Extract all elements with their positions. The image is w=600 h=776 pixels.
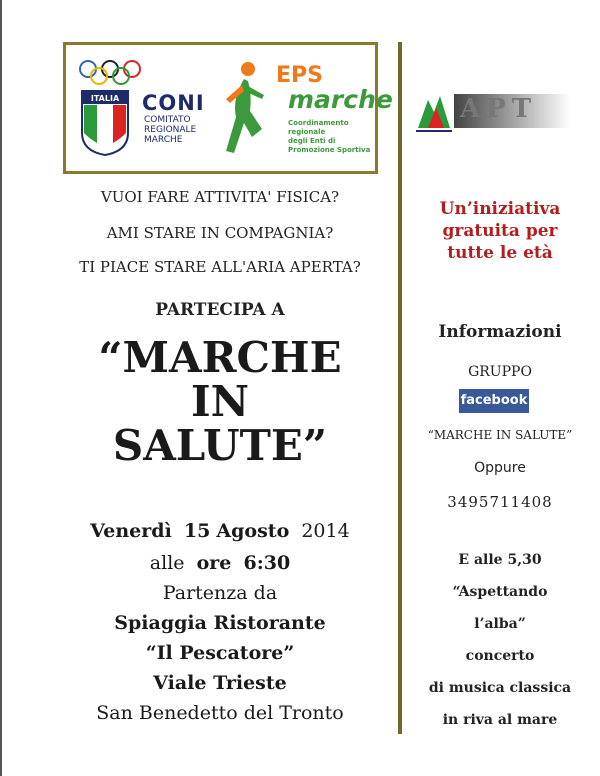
coni-name: CONI xyxy=(142,91,205,115)
eps-sub-line: degli Enti di Promozione Sportiva xyxy=(288,137,371,154)
event-ore: ore xyxy=(196,552,232,574)
coni-sub-line: REGIONALE xyxy=(144,125,197,135)
gruppo-label: GRUPPO xyxy=(468,364,532,380)
title-line: IN xyxy=(190,377,250,426)
title-line: SALUTE” xyxy=(112,421,328,470)
concert-line: di musica classica xyxy=(428,680,572,696)
event-city: San Benedetto del Tronto xyxy=(96,702,344,724)
olympic-rings-icon xyxy=(78,59,142,85)
event-year: 2014 xyxy=(301,520,350,542)
concert-line: concerto xyxy=(465,648,535,664)
facebook-badge[interactable]: facebook xyxy=(459,389,529,413)
phone-number[interactable]: 3495711408 xyxy=(447,493,553,511)
event-date-num: 15 xyxy=(183,520,211,542)
question-line: TI PIACE STARE ALL'ARIA APERTA? xyxy=(79,258,361,276)
event-street: Viale Trieste xyxy=(153,672,287,694)
coni-sub-line: COMITATO xyxy=(144,115,191,125)
coni-sub-line: MARCHE xyxy=(144,135,183,145)
initiative-line: gratuita per xyxy=(442,221,558,241)
title-line: “MARCHE xyxy=(98,333,342,382)
oppure-label: Oppure xyxy=(474,460,526,476)
partecipa-heading: PARTECIPA A xyxy=(155,300,285,320)
eps-sub-line: Coordinamento regionale xyxy=(288,119,349,136)
concert-line: in riva al mare xyxy=(442,712,558,728)
runner-figure-icon xyxy=(218,59,270,159)
sponsor-logo-box xyxy=(63,42,393,174)
eps-subtitle xyxy=(288,119,375,155)
info-heading: Informazioni xyxy=(438,322,562,342)
concert-line: E alle 5,30 xyxy=(458,552,542,568)
event-day: Venerdì xyxy=(90,520,172,542)
apt-text: APT xyxy=(460,94,538,124)
initiative-line: Un’iniziativa xyxy=(439,199,561,219)
question-line: VUOI FARE ATTIVITA' FISICA? xyxy=(100,188,340,206)
concert-line: l’alba” xyxy=(474,616,526,632)
event-time-value: 6:30 xyxy=(243,552,291,574)
event-month: Agosto xyxy=(216,520,290,542)
event-place2: “Il Pescatore” xyxy=(145,642,295,664)
event-partenza: Partenza da xyxy=(162,582,278,604)
page-edge-line xyxy=(0,0,2,776)
facebook-group-name: “MARCHE IN SALUTE” xyxy=(427,428,573,442)
italia-shield-icon xyxy=(80,89,130,157)
question-line: AMI STARE IN COMPAGNIA? xyxy=(106,224,334,242)
event-place1: Spiaggia Ristorante xyxy=(114,612,326,634)
event-time xyxy=(40,552,400,574)
event-alle: alle xyxy=(149,552,185,574)
eps-marche: marche xyxy=(288,85,393,114)
initiative-text xyxy=(404,198,596,264)
event-title xyxy=(40,333,400,470)
eps-title: EPS xyxy=(276,63,323,88)
concert-line: “Aspettando xyxy=(452,584,548,600)
initiative-line: tutte le età xyxy=(447,243,553,263)
concert-info xyxy=(404,544,596,736)
event-date xyxy=(40,520,400,542)
coni-subtitle xyxy=(144,115,196,145)
shield-label: ITALIA xyxy=(90,94,120,103)
